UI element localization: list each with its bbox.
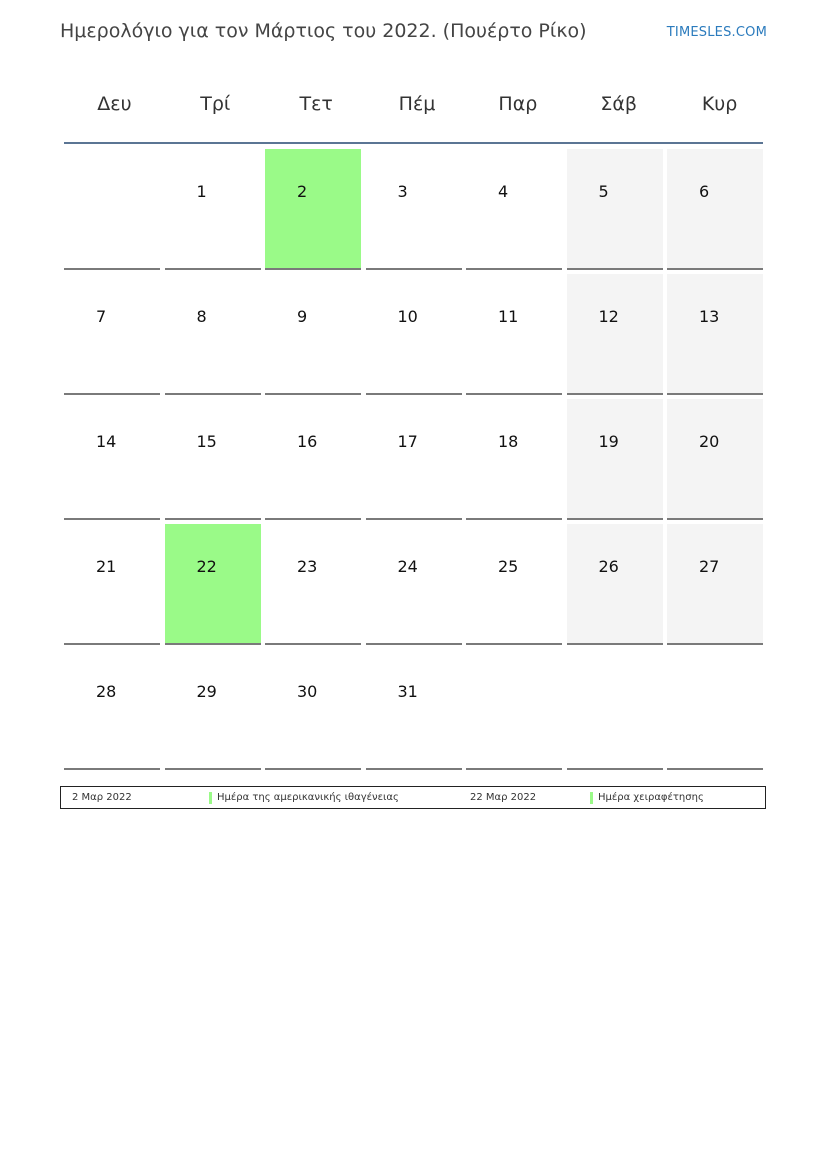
day-cell [64, 399, 160, 520]
day-number: 27 [699, 557, 720, 576]
weekday-sun: Κυρ [701, 93, 738, 115]
day-number: 25 [498, 557, 519, 576]
day-cell [165, 649, 261, 770]
day-number: 31 [397, 682, 418, 701]
legend-name-2: Ημέρα χειραφέτησης [598, 792, 704, 803]
day-number: 9 [297, 307, 308, 326]
day-number: 24 [397, 557, 418, 576]
day-number: 3 [397, 182, 408, 201]
day-cell [265, 399, 361, 520]
day-number: 2 [297, 182, 308, 201]
day-number: 11 [498, 307, 519, 326]
weekday-wed: Τετ [299, 93, 333, 115]
day-cell [265, 274, 361, 395]
day-cell-holiday [265, 149, 361, 270]
day-number: 12 [598, 307, 619, 326]
day-number: 10 [397, 307, 418, 326]
day-cell [265, 649, 361, 770]
day-cell [567, 274, 663, 395]
day-number: 23 [297, 557, 318, 576]
day-cell [366, 149, 462, 270]
empty-day-cell [64, 149, 160, 270]
day-number: 4 [498, 182, 509, 201]
day-cell [64, 649, 160, 770]
day-number: 18 [498, 432, 519, 451]
day-number: 1 [196, 182, 207, 201]
day-cell [366, 399, 462, 520]
day-number: 22 [196, 557, 217, 576]
day-cell [165, 274, 261, 395]
day-cell [466, 149, 562, 270]
day-number: 26 [598, 557, 619, 576]
day-number: 17 [397, 432, 418, 451]
weekday-sat: Σάβ [600, 93, 638, 115]
legend-item-2 [590, 792, 704, 803]
day-number: 13 [699, 307, 720, 326]
legend-name-1: Ημέρα της αμερικανικής ιθαγένειας [217, 792, 399, 803]
weekday-mon: Δευ [97, 93, 132, 115]
day-cell [667, 399, 763, 520]
day-number: 30 [297, 682, 318, 701]
day-cell [366, 524, 462, 645]
page-title: Ημερολόγιο για τον Μάρτιος του 2022. (Πουέρτο Ρίκο) [60, 20, 587, 42]
day-number: 14 [96, 432, 117, 451]
day-number: 7 [96, 307, 107, 326]
weekday-thu: Πέμ [398, 93, 436, 115]
empty-day-cell [466, 649, 562, 770]
day-number: 5 [598, 182, 609, 201]
day-cell [366, 649, 462, 770]
weekday-fri: Παρ [498, 93, 538, 115]
day-cell [567, 399, 663, 520]
day-number: 20 [699, 432, 720, 451]
day-number: 21 [96, 557, 117, 576]
day-cell [366, 274, 462, 395]
day-cell [64, 274, 160, 395]
day-cell [667, 149, 763, 270]
day-number: 15 [196, 432, 217, 451]
legend-date-1: 2 Μαρ 2022 [72, 792, 132, 803]
day-cell [165, 149, 261, 270]
day-cell [64, 524, 160, 645]
holiday-legend [60, 786, 766, 809]
day-number: 19 [598, 432, 619, 451]
day-cell [466, 524, 562, 645]
site-link[interactable]: TIMESLES.COM [666, 25, 767, 40]
day-cell-holiday [165, 524, 261, 645]
day-cell [165, 399, 261, 520]
day-cell [567, 524, 663, 645]
day-cell [265, 524, 361, 645]
day-cell [667, 274, 763, 395]
legend-item-1 [209, 792, 399, 803]
day-cell [466, 399, 562, 520]
day-cell [667, 524, 763, 645]
weekday-header [64, 80, 763, 144]
day-number: 6 [699, 182, 710, 201]
holiday-swatch [590, 792, 593, 804]
weekday-tue: Τρί [200, 93, 231, 115]
empty-day-cell [667, 649, 763, 770]
day-number: 28 [96, 682, 117, 701]
holiday-swatch [209, 792, 212, 804]
empty-day-cell [567, 649, 663, 770]
legend-date-2: 22 Μαρ 2022 [470, 792, 537, 803]
day-number: 29 [196, 682, 217, 701]
day-number: 16 [297, 432, 318, 451]
day-cell [567, 149, 663, 270]
calendar-grid [64, 149, 763, 770]
day-number: 8 [196, 307, 207, 326]
day-cell [466, 274, 562, 395]
